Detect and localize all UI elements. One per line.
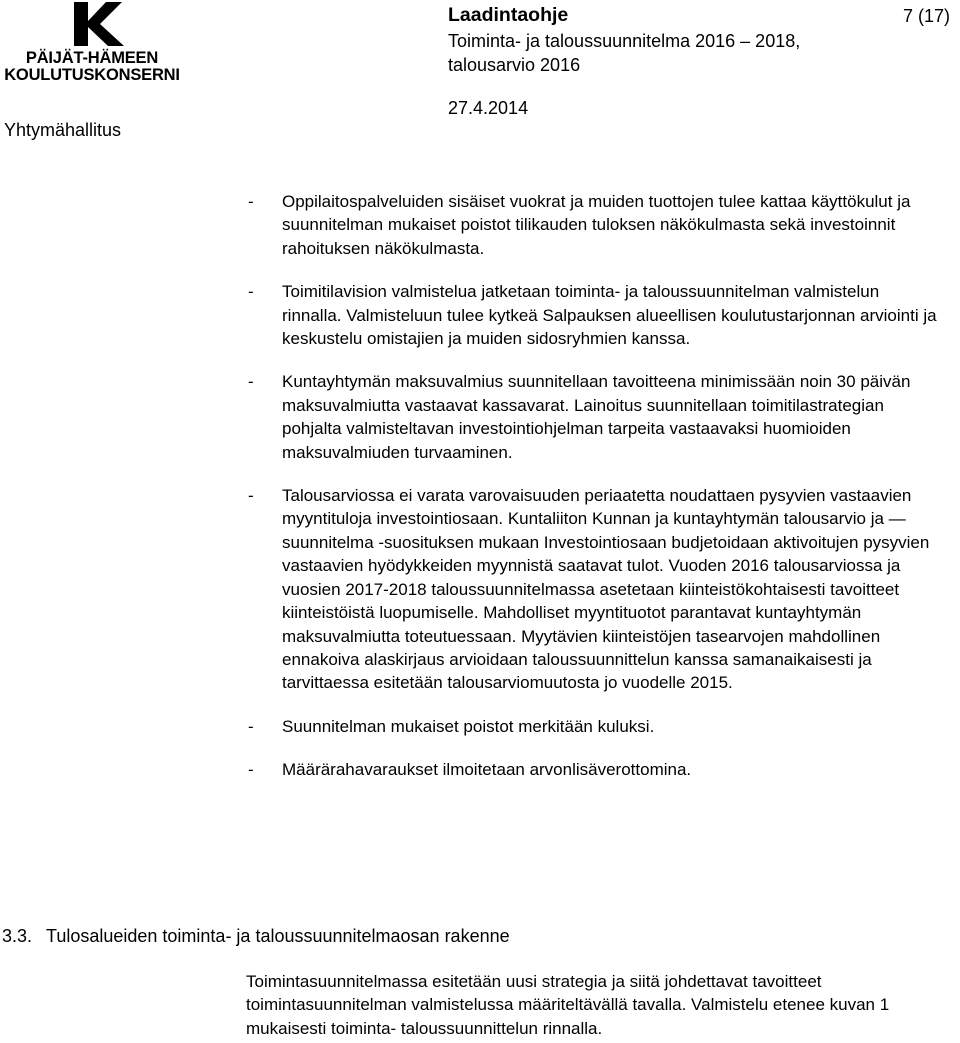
document-type: Laadintaohje <box>448 4 569 26</box>
bullet-dash: - <box>248 372 254 392</box>
section-title: Tulosalueiden toiminta- ja taloussuunnitelmaosan rakenne <box>46 926 510 946</box>
section-heading <box>2 926 510 947</box>
document-date: 27.4.2014 <box>448 98 529 118</box>
bullet-item <box>246 484 942 695</box>
bullet-list <box>246 190 942 802</box>
bullet-dash: - <box>248 486 254 506</box>
bullet-item <box>246 370 942 464</box>
body-paragraph: Toimintasuunnitelmassa esitetään uusi strategia ja siitä johdettavat tavoitteet toimintasuunnitelman valmistelussa määriteltävällä tavalla. Valmistelu etenee kuvan 1 mukaisesti toiminta- taloussuunnittelun rinnalla. <box>246 972 890 1038</box>
bullet-text: Toimitilavision valmistelua jatketaan toiminta- ja taloussuunnitelman valmistelun rinnalla. Valmisteluun tulee kytkeä Salpauksen alueellisen koulutustarjonnan arviointi ja keskustelu omistajien ja muiden sidosryhmien kanssa. <box>282 282 937 349</box>
bullet-dash: - <box>248 282 254 302</box>
bullet-dash: - <box>248 192 254 211</box>
bullet-item <box>246 280 942 350</box>
bullet-dash: - <box>248 716 254 736</box>
unit-name: Yhtymähallitus <box>4 120 122 140</box>
bullet-text: Suunnitelman mukaiset poistot merkitään kuluksi. <box>282 716 655 736</box>
bullet-item <box>246 715 942 738</box>
bullet-text: Määrärahavaraukset ilmoitetaan arvonlisäverottomina. <box>282 760 692 780</box>
document-subtitle <box>448 30 800 77</box>
bullet-text: Kuntayhtymän maksuvalmius suunnitellaan tavoitteena minimissään noin 30 päivän maksuvalmiutta vastaavat kassavarat. Lainoitus suunnitellaan toimitilastrategian pohjalta valmisteltavan investointiohjelman tarpeita vastaavaksi huomioiden maksuvalmiuden turvaaminen. <box>282 372 911 462</box>
bullet-text: Talousarviossa ei varata varovaisuuden periaatetta noudattaen pysyvien vastaavien myyntituloja investointiosaan. Kuntaliiton Kunnan ja kuntayhtymän talousarvio ja — suunnitelma -suosituksen mukaan Investointiosaan budjetoidaan aktivoitujen pysyvien vastaavien hyödykkeiden myynnistä saatavat tulot. Vuoden 2016 talousarviossa ja vuosien 2017-2018 taloussuunnitelmassa asetetaan kiinteistökohtaisesti tavoitteet kiinteistöistä luopumiselle. Mahdolliset myyntituotot parantavat kuntayhtymän maksuvalmiutta toteutuessaan. Myytävien kiinteistöjen tasearvojen mahdollinen ennakoiva alaskirjaus arvioidaan taloussuunnittelun kanssa samanaikaisesti ja tarvittaessa esitetään talousarviomuutosta jo vuodelle 2015. <box>282 486 930 693</box>
organization-logo <box>2 0 182 92</box>
bullet-item <box>246 190 942 260</box>
k-logo-icon <box>64 0 126 48</box>
logo-text-line2: KOULUTUSKONSERNI <box>4 66 180 84</box>
bullet-item <box>246 758 942 781</box>
subtitle-line-1: Toiminta- ja taloussuunnitelma 2016 – 2018, <box>448 31 801 51</box>
bullet-text: Oppilaitospalveluiden sisäiset vuokrat ja muiden tuottojen tulee kattaa käyttökulut ja suunnitelman mukaiset poistot tilikauden tuloksen näkökulmasta sekä investoinnit rahoituksen näkökulmasta. <box>282 192 911 258</box>
subtitle-line-2: talousarvio 2016 <box>448 54 581 75</box>
logo-text-line1: PÄIJÄT-HÄMEEN <box>25 49 159 67</box>
page-number: 7 (17) <box>902 6 950 26</box>
bullet-dash: - <box>248 760 254 780</box>
section-number: 3.3. <box>2 926 33 946</box>
